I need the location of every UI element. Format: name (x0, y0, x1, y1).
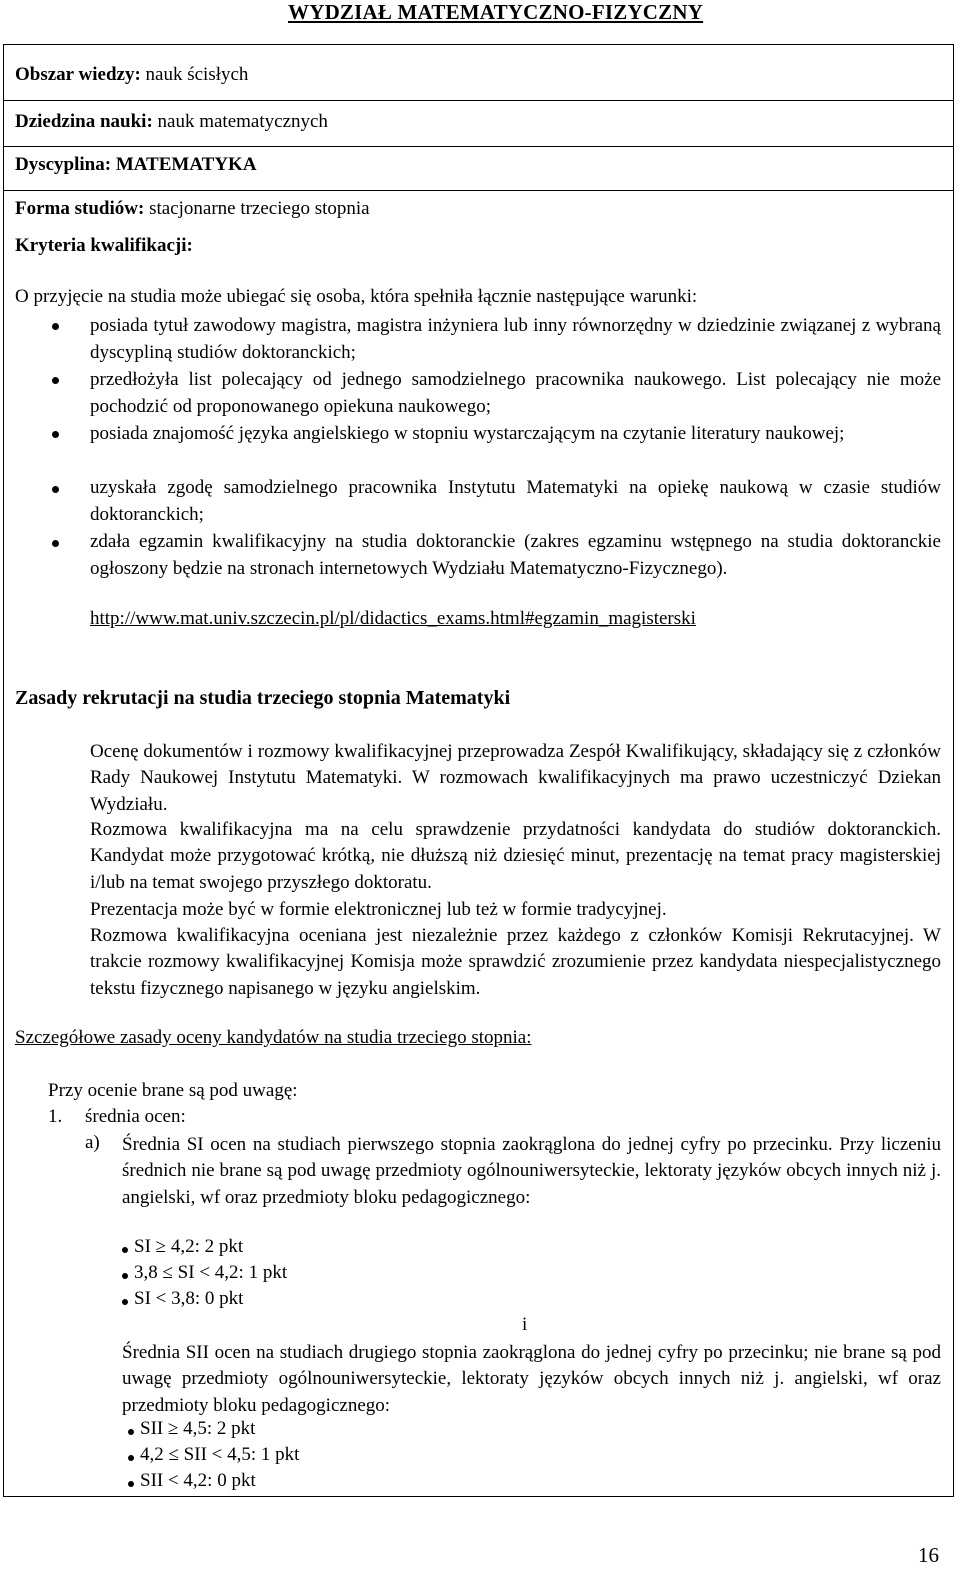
si-criterion: 3,8 ≤ SI < 4,2: 1 pkt (134, 1262, 288, 1283)
bullet-icon (128, 1455, 134, 1461)
exam-link[interactable]: http://www.mat.univ.szczecin.pl/pl/didactics_exams.html#egzamin_magisterski (90, 608, 696, 629)
connector: i (522, 1314, 528, 1335)
rules-title: Zasady rekrutacji na studia trzeciego stopnia Matematyki (15, 687, 511, 709)
row-divider (3, 190, 954, 191)
sii-criterion: SII ≥ 4,5: 2 pkt (140, 1418, 256, 1439)
field-domain: Dziedzina nauki: nauk matematycznych (15, 111, 328, 132)
field-criteria: Kryteria kwalifikacji: (15, 235, 193, 256)
bullet-icon (128, 1481, 134, 1487)
field-discipline: Dyscyplina: MATEMATYKA (15, 154, 257, 175)
field-study-form: Forma studiów: stacjonarne trzeciego stopnia (15, 198, 370, 219)
bullet-icon (52, 540, 59, 547)
condition-item: posiada znajomość języka angielskiego w stopniu wystarczającym na czytanie literatury naukowej; (90, 423, 845, 444)
considered-intro: Przy ocenie brane są pod uwagę: (48, 1080, 298, 1101)
rules-paragraph: Rozmowa kwalifikacyjna ma na celu sprawdzenie przydatności kandydata do studiów doktoranckich. Kandydat może przygotować krótką, nie dłuższą niż dziesięć minut, prezentację na temat pracy magisterskiej i/lub na temat swojego przyszłego doktoratu. (90, 819, 941, 893)
condition-item: przedłożyła list polecający od jednego samodzielnego pracownika naukowego. List polecający nie może pochodzić od proponowanego opiekuna naukowego; (90, 369, 941, 417)
bullet-icon (52, 323, 59, 330)
admission-intro: O przyjęcie na studia może ubiegać się osoba, która spełniła łącznie następujące warunki: (15, 286, 698, 307)
sii-description: Średnia SII ocen na studiach drugiego stopnia zaokrąglona do jednej cyfry po przecinku; nie brane są pod uwagę przedmioty ogólnouniwersyteckie, lektoraty języków obcych innych niż j. angielski, wf oraz przedmioty bloku pedagogicznego: (122, 1342, 941, 1416)
bullet-icon (52, 431, 59, 438)
row-divider (3, 100, 954, 101)
condition-item: posiada tytuł zawodowy magistra, magistra inżyniera lub inny równorzędny w dziedzinie związanej z wybraną dyscypliną studiów doktoranckich; (90, 315, 941, 363)
condition-item: zdała egzamin kwalifikacyjny na studia doktoranckie (zakres egzaminu wstępnego na studia doktoranckie ogłoszony będzie na stronach internetowych Wydziału Matematyczno-Fizycznego). (90, 531, 941, 579)
sii-criterion: SII < 4,2: 0 pkt (140, 1470, 256, 1491)
bullet-icon (122, 1299, 128, 1305)
si-criterion: SI ≥ 4,2: 2 pkt (134, 1236, 244, 1257)
bullet-icon (122, 1273, 128, 1279)
faculty-title: WYDZIAŁ MATEMATYCZNO-FIZYCZNY (288, 0, 704, 24)
row-divider (3, 146, 954, 147)
item-label: średnia ocen: (85, 1106, 186, 1127)
item-number: 1. (48, 1106, 63, 1127)
si-description: Średnia SI ocen na studiach pierwszego stopnia zaokrąglona do jednej cyfry po przecinku. Przy liczeniu średnich nie brane są pod uwagę przedmioty ogólnouniwersyteckie, lektoraty języków obcych innych niż j. angielski, wf oraz przedmioty bloku pedagogicznego: (122, 1134, 941, 1208)
rules-paragraph: Ocenę dokumentów i rozmowy kwalifikacyjnej przeprowadza Zespół Kwalifikujący, składający się z członków Rady Naukowej Instytutu Matematyki. W rozmowach kwalifikacyjnych ma prawo uczestniczyć Dziekan Wydziału. (90, 741, 941, 815)
bullet-icon (52, 377, 59, 384)
condition-item: uzyskała zgodę samodzielnego pracownika Instytutu Matematyki na opiekę naukową w czasie studiów doktoranckich; (90, 477, 941, 525)
rules-paragraph: Rozmowa kwalifikacyjna oceniana jest niezależnie przez każdego z członków Komisji Rekrutacyjnej. W trakcie rozmowy kwalifikacyjnej Komisja może sprawdzić zrozumienie przez kandydata niespecjalistycznego tekstu fizycznego napisanego w języku angielskim. (90, 925, 941, 999)
sii-criterion: 4,2 ≤ SII < 4,5: 1 pkt (140, 1444, 300, 1465)
si-criterion: SI < 3,8: 0 pkt (134, 1288, 244, 1309)
rules-paragraph: Prezentacja może być w formie elektronicznej lub też w formie tradycyjnej. (90, 899, 667, 920)
bullet-icon (52, 486, 59, 493)
sub-letter: a) (85, 1132, 100, 1153)
bullet-icon (128, 1429, 134, 1435)
bullet-icon (122, 1247, 128, 1253)
page-number: 16 (918, 1543, 939, 1567)
field-area: Obszar wiedzy: nauk ścisłych (15, 64, 249, 85)
detail-title: Szczegółowe zasady oceny kandydatów na studia trzeciego stopnia: (15, 1027, 532, 1048)
